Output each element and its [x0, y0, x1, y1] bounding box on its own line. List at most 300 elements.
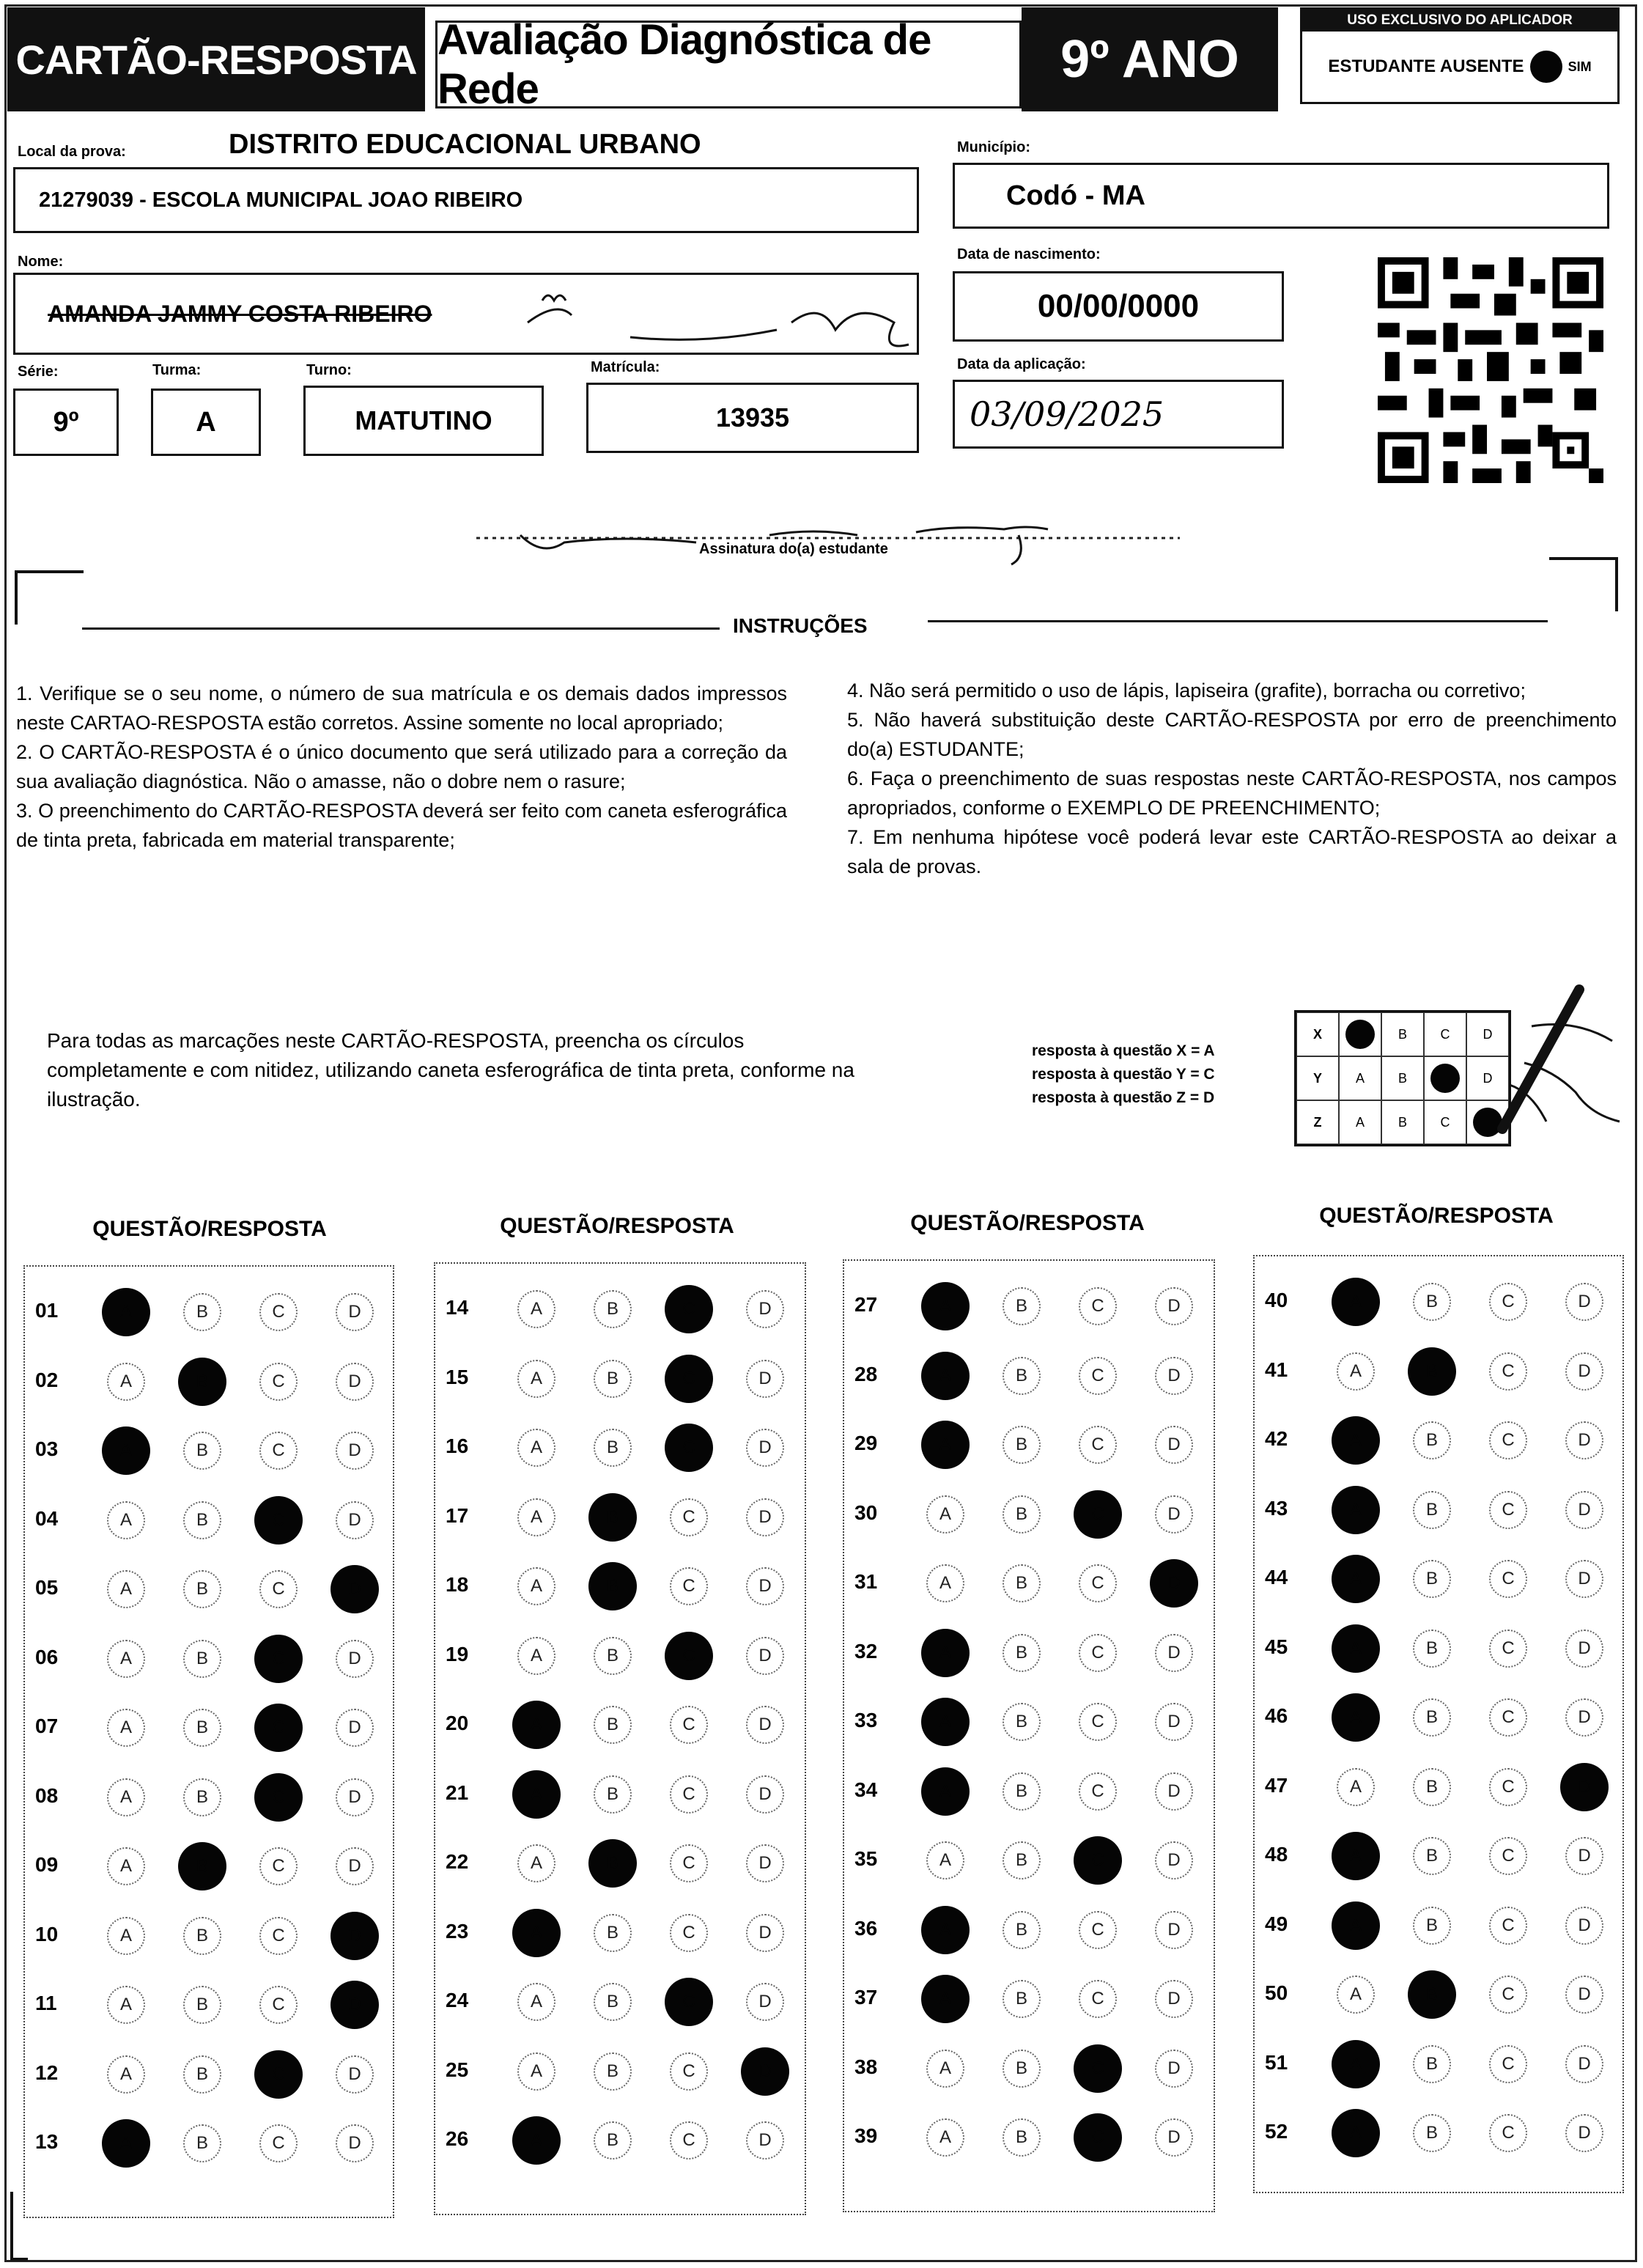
answer-bubble-c[interactable]: C — [1489, 1837, 1527, 1875]
answer-bubble-d[interactable]: D — [1565, 1283, 1603, 1321]
answer-bubble-b[interactable]: B — [1003, 1703, 1041, 1741]
answer-bubble-d[interactable]: D — [746, 1290, 784, 1328]
answer-bubble-d[interactable]: D — [746, 1706, 784, 1744]
answer-bubble-a[interactable]: A — [107, 1986, 145, 2024]
turno-field — [303, 386, 544, 456]
answer-bubble-c[interactable]: C — [254, 1704, 303, 1752]
question-number: 07 — [35, 1715, 59, 1737]
answer-bubble-d[interactable]: D — [1155, 1772, 1193, 1811]
serie-value: 9º — [53, 406, 79, 438]
answer-bubble-c[interactable]: C — [1079, 1911, 1117, 1949]
answer-bubble-a[interactable]: A — [512, 2116, 561, 2165]
answer-bubble-a[interactable]: A — [1332, 1624, 1380, 1673]
question-number: 23 — [446, 1919, 469, 1943]
answer-bubble-a[interactable]: A — [926, 2118, 964, 2157]
answer-bubble-b[interactable]: B — [183, 2055, 221, 2094]
serie-label: Série: — [18, 364, 59, 380]
answer-bubble-d[interactable]: D — [331, 1565, 379, 1613]
question-number: 03 — [35, 1437, 59, 1460]
answer-bubble-c[interactable]: C — [1489, 2114, 1527, 2152]
answer-row — [35, 1488, 387, 1557]
answer-bubble-d[interactable]: D — [746, 1360, 784, 1398]
aplicacao-field[interactable] — [953, 380, 1284, 449]
question-number: 10 — [35, 1922, 59, 1945]
question-number: 49 — [1265, 1912, 1288, 1935]
answer-bubble-a[interactable]: A — [1332, 1901, 1380, 1950]
answer-bubble-d[interactable]: D — [336, 1640, 374, 1678]
answer-bubble-b[interactable]: B — [594, 2052, 632, 2091]
answer-bubble-c[interactable]: C — [670, 2052, 708, 2091]
answer-row — [854, 1690, 1206, 1759]
nascimento-label: Data de nascimento: — [957, 246, 1101, 262]
answer-bubble-b[interactable]: B — [1003, 1287, 1041, 1325]
answer-bubble-b[interactable]: B — [183, 2124, 221, 2162]
answer-bubble-d[interactable]: D — [1155, 1703, 1193, 1741]
answer-bubble-c[interactable]: C — [1489, 1976, 1527, 2014]
answer-bubble-b[interactable]: B — [183, 1501, 221, 1539]
answer-bubble-b[interactable]: B — [1003, 1911, 1041, 1949]
answer-bubble-a[interactable]: A — [1332, 1278, 1380, 1326]
turma-label: Turma: — [152, 362, 202, 378]
answer-row — [446, 1485, 797, 1554]
answer-bubble-c[interactable]: C — [1079, 1357, 1117, 1395]
answer-bubble-a[interactable]: A — [1332, 1555, 1380, 1603]
answer-bubble-b[interactable]: B — [1003, 1980, 1041, 2018]
answer-bubble-a[interactable]: A — [1332, 2040, 1380, 2088]
answer-bubble-c[interactable]: C — [670, 1706, 708, 1744]
answer-bubble-c[interactable]: C — [1074, 1836, 1122, 1885]
question-number: 33 — [854, 1709, 878, 1731]
answer-bubble-d[interactable]: D — [1155, 1495, 1193, 1534]
answer-bubble-d[interactable]: D — [746, 1567, 784, 1605]
answer-bubble-c[interactable]: C — [670, 1844, 708, 1882]
instructions-rule-left — [82, 627, 720, 630]
answer-bubble-b[interactable]: B — [1413, 1491, 1451, 1529]
answer-bubble-d[interactable]: D — [336, 2055, 374, 2094]
answer-bubble-d[interactable]: D — [336, 1501, 374, 1539]
answer-row — [446, 1554, 797, 1623]
answer-row — [446, 1415, 797, 1484]
answer-bubble-c[interactable]: C — [665, 1978, 713, 2026]
answer-bubble-a[interactable]: A — [926, 1841, 964, 1879]
applicator-box — [1300, 7, 1620, 104]
answer-bubble-b[interactable]: B — [1413, 1907, 1451, 1945]
example-cell: C — [1424, 1012, 1466, 1056]
answer-row — [446, 1970, 797, 2039]
answer-bubble-a[interactable]: A — [921, 1352, 970, 1400]
answer-bubble-d[interactable]: D — [336, 2124, 374, 2162]
instructions-title: INSTRUÇÕES — [733, 614, 868, 637]
answer-bubble-b[interactable]: B — [594, 1637, 632, 1675]
answer-bubble-b[interactable]: B — [1413, 1630, 1451, 1668]
answer-bubble-d[interactable]: D — [746, 1498, 784, 1536]
answer-row — [446, 2039, 797, 2108]
answer-bubble-b[interactable]: B — [1003, 1841, 1041, 1879]
answer-bubble-b[interactable]: B — [1003, 2050, 1041, 2088]
answer-bubble-d[interactable]: D — [1155, 1357, 1193, 1395]
question-number: 32 — [854, 1639, 878, 1663]
answer-bubble-a[interactable]: A — [512, 1701, 561, 1749]
answer-bubble-b[interactable]: B — [1413, 1283, 1451, 1321]
serie-field — [13, 389, 119, 456]
answer-bubble-a[interactable]: A — [1332, 1693, 1380, 1742]
answer-bubble-b[interactable]: B — [594, 2121, 632, 2160]
answer-bubble-d[interactable]: D — [331, 1981, 379, 2029]
answer-bubble-b[interactable]: B — [594, 1983, 632, 2021]
answer-bubble-a[interactable]: A — [517, 1360, 555, 1398]
answer-bubble-c[interactable]: C — [1074, 2113, 1122, 2162]
answer-bubble-a[interactable]: A — [102, 1426, 150, 1475]
answer-bubble-d[interactable]: D — [1565, 1421, 1603, 1459]
answer-bubble-d[interactable]: D — [1565, 1976, 1603, 2014]
question-number: 16 — [446, 1435, 469, 1457]
answer-bubble-a[interactable]: A — [107, 1847, 145, 1885]
question-number: 41 — [1265, 1358, 1288, 1381]
answer-bubble-c[interactable]: C — [259, 1986, 298, 2024]
answer-bubble-a[interactable]: A — [1332, 1486, 1380, 1534]
answer-bubble-b[interactable]: B — [1413, 2114, 1451, 2152]
answer-bubble-d[interactable]: D — [1155, 1841, 1193, 1879]
legend-z: resposta à questão Z = D — [1032, 1089, 1215, 1106]
answer-bubble-c[interactable]: C — [670, 1914, 708, 1952]
signature-label: Assinatura do(a) estudante — [699, 541, 888, 557]
absent-bubble[interactable] — [1530, 51, 1562, 83]
answer-bubble-c[interactable]: C — [1489, 1768, 1527, 1806]
question-number: 27 — [854, 1293, 878, 1316]
answer-bubble-d[interactable]: D — [741, 2047, 789, 2096]
answer-bubble-b[interactable]: B — [594, 1706, 632, 1744]
question-number: 30 — [854, 1501, 878, 1524]
answer-bubble-b[interactable]: B — [178, 1842, 226, 1890]
answer-bubble-c[interactable]: C — [1079, 1564, 1117, 1602]
nome-value: AMANDA JAMMY COSTA RIBEIRO — [48, 300, 432, 327]
answer-row — [1265, 1478, 1617, 1547]
answer-bubble-c[interactable]: C — [254, 1496, 303, 1544]
answer-bubble-b[interactable]: B — [183, 1640, 221, 1678]
instructions-frame-right — [1549, 557, 1618, 611]
answer-bubble-a[interactable]: A — [512, 1909, 561, 1957]
answer-bubble-a[interactable]: A — [1337, 1976, 1375, 2014]
answer-bubble-c[interactable]: C — [670, 1775, 708, 1814]
answer-row — [35, 1418, 387, 1487]
answer-bubble-b[interactable]: B — [183, 1778, 221, 1816]
answer-bubble-a[interactable]: A — [517, 1637, 555, 1675]
instruction-3: 3. O preenchimento do CARTÃO-RESPOSTA deverá ser feito com caneta esferográfica de tinta preta, fabricada em material transparente; — [16, 800, 787, 851]
answer-bubble-b[interactable]: B — [594, 1775, 632, 1814]
answer-bubble-b[interactable]: B — [1413, 1768, 1451, 1806]
answer-bubble-d[interactable]: D — [1155, 1287, 1193, 1325]
answer-bubble-b[interactable]: B — [1413, 1837, 1451, 1875]
answer-bubble-c[interactable]: C — [259, 2124, 298, 2162]
answers-header-2: QUESTÃO/RESPOSTA — [500, 1214, 734, 1238]
municipio-value: Codó - MA — [1006, 180, 1145, 211]
matricula-field — [586, 383, 919, 453]
answer-bubble-c[interactable]: C — [254, 1773, 303, 1822]
answer-bubble-b[interactable]: B — [178, 1358, 226, 1406]
answer-bubble-d[interactable]: D — [1565, 2045, 1603, 2083]
answer-bubble-c[interactable]: C — [670, 1567, 708, 1605]
answer-bubble-a[interactable]: A — [107, 1917, 145, 1955]
answer-bubble-a[interactable]: A — [921, 1767, 970, 1816]
answer-row — [35, 1350, 387, 1418]
answer-bubble-c[interactable]: C — [254, 2050, 303, 2099]
example-cell: D — [1466, 1012, 1509, 1056]
example-cell: B — [1381, 1100, 1424, 1144]
answer-row — [854, 1413, 1206, 1481]
answer-bubble-d[interactable]: D — [1565, 1491, 1603, 1529]
answer-row — [446, 1693, 797, 1761]
question-number: 17 — [446, 1503, 469, 1527]
answers-panel-4 — [1253, 1255, 1624, 2193]
answer-bubble-a[interactable]: A — [1337, 1768, 1375, 1806]
answer-row — [854, 2036, 1206, 2105]
answer-bubble-d[interactable]: D — [336, 1847, 374, 1885]
instructions-left — [16, 679, 787, 855]
answer-bubble-b[interactable]: B — [594, 1290, 632, 1328]
answer-bubble-d[interactable]: D — [1155, 1634, 1193, 1672]
answer-bubble-d[interactable]: D — [1565, 1352, 1603, 1391]
answer-bubble-a[interactable]: A — [517, 1567, 555, 1605]
aplicacao-label: Data da aplicação: — [957, 356, 1086, 372]
answer-bubble-a[interactable]: A — [517, 1429, 555, 1467]
answer-bubble-a[interactable]: A — [926, 1495, 964, 1534]
answer-bubble-d[interactable]: D — [1565, 1837, 1603, 1875]
answer-bubble-b[interactable]: B — [1003, 1564, 1041, 1602]
answer-bubble-d[interactable]: D — [746, 2121, 784, 2160]
answer-bubble-b[interactable]: B — [183, 1293, 221, 1331]
answer-bubble-d[interactable]: D — [1560, 1763, 1609, 1811]
answer-bubble-c[interactable]: C — [665, 1424, 713, 1472]
nascimento-field — [953, 271, 1284, 342]
question-number: 08 — [35, 1783, 59, 1807]
answer-bubble-a[interactable]: A — [107, 1778, 145, 1816]
instructions-right — [847, 676, 1617, 881]
answer-bubble-a[interactable]: A — [921, 1421, 970, 1469]
answer-bubble-c[interactable]: C — [1489, 1352, 1527, 1391]
question-number: 42 — [1265, 1427, 1288, 1450]
answer-bubble-c[interactable]: C — [665, 1632, 713, 1680]
answer-bubble-a[interactable]: A — [921, 1975, 970, 2023]
answer-bubble-d[interactable]: D — [331, 1912, 379, 1960]
answers-header-4: QUESTÃO/RESPOSTA — [1319, 1204, 1554, 1228]
answer-bubble-c[interactable]: C — [1489, 1907, 1527, 1945]
card-title: CARTÃO-RESPOSTA — [7, 7, 425, 111]
answer-bubble-b[interactable]: B — [594, 1360, 632, 1398]
answer-bubble-a[interactable]: A — [107, 1709, 145, 1747]
answer-bubble-d[interactable]: D — [336, 1432, 374, 1470]
municipio-field — [953, 163, 1609, 229]
answer-bubble-b[interactable]: B — [183, 1986, 221, 2024]
answer-bubble-d[interactable]: D — [1155, 2118, 1193, 2157]
school-value: 21279039 - ESCOLA MUNICIPAL JOAO RIBEIRO — [39, 188, 523, 212]
answers-panel-3 — [843, 1259, 1215, 2212]
answer-bubble-b[interactable]: B — [1003, 1357, 1041, 1395]
answer-bubble-b[interactable]: B — [1003, 1495, 1041, 1534]
answer-bubble-b[interactable]: B — [594, 1914, 632, 1952]
answer-bubble-a[interactable]: A — [1332, 1832, 1380, 1880]
answer-bubble-a[interactable]: A — [921, 1629, 970, 1677]
answer-bubble-b[interactable]: B — [1413, 1560, 1451, 1598]
answer-bubble-a[interactable]: A — [926, 1564, 964, 1602]
answer-bubble-b[interactable]: B — [588, 1493, 637, 1542]
answer-bubble-a[interactable]: A — [107, 1363, 145, 1401]
answer-bubble-c[interactable]: C — [1074, 1490, 1122, 1539]
answer-bubble-c[interactable]: C — [1079, 1287, 1117, 1325]
question-number: 01 — [35, 1299, 59, 1322]
answer-bubble-c[interactable]: C — [259, 1917, 298, 1955]
answer-bubble-d[interactable]: D — [746, 1429, 784, 1467]
answer-bubble-d[interactable]: D — [336, 1293, 374, 1331]
answer-row — [854, 1898, 1206, 1967]
answer-bubble-b[interactable]: B — [1003, 1426, 1041, 1464]
answers-header-1: QUESTÃO/RESPOSTA — [92, 1217, 327, 1241]
instructions-rule-right — [928, 620, 1548, 622]
answer-bubble-a[interactable]: A — [1332, 2109, 1380, 2157]
answer-bubble-d[interactable]: D — [1565, 2114, 1603, 2152]
answer-bubble-a[interactable]: A — [107, 1640, 145, 1678]
answer-bubble-a[interactable]: A — [1337, 1352, 1375, 1391]
answer-bubble-b[interactable]: B — [1003, 1772, 1041, 1811]
answer-row — [854, 1274, 1206, 1343]
pen-hand-illustration — [1480, 982, 1627, 1151]
turma-value: A — [196, 406, 216, 438]
answer-bubble-a[interactable]: A — [926, 2050, 964, 2088]
answer-bubble-d[interactable]: D — [1150, 1559, 1198, 1608]
answer-bubble-a[interactable]: A — [921, 1698, 970, 1746]
answer-bubble-d[interactable]: D — [746, 1637, 784, 1675]
answer-row — [35, 1904, 387, 1973]
absent-label: ESTUDANTE AUSENTE — [1328, 56, 1524, 76]
answer-bubble-d[interactable]: D — [746, 1775, 784, 1814]
answer-bubble-b[interactable]: B — [1413, 1421, 1451, 1459]
answer-bubble-b[interactable]: B — [588, 1562, 637, 1610]
question-number: 13 — [35, 2130, 59, 2153]
instruction-6: 6. Faça o preenchimento de suas respostas neste CARTÃO-RESPOSTA, nos campos apropriados, conforme o EXEMPLO DE PREENCHIMENTO; — [847, 767, 1617, 819]
answer-bubble-d[interactable]: D — [1565, 1630, 1603, 1668]
example-grid — [1294, 1010, 1511, 1146]
answer-bubble-d[interactable]: D — [1155, 1980, 1193, 2018]
example-cell: C — [1424, 1100, 1466, 1144]
answer-row — [854, 2105, 1206, 2174]
answer-bubble-d[interactable]: D — [1155, 1911, 1193, 1949]
answer-bubble-a[interactable]: A — [517, 1498, 555, 1536]
answer-bubble-a[interactable]: A — [517, 1844, 555, 1882]
question-number: 14 — [446, 1296, 469, 1319]
answer-row — [446, 1831, 797, 1900]
answer-bubble-c[interactable]: C — [259, 1432, 298, 1470]
answer-bubble-b[interactable]: B — [183, 1917, 221, 1955]
answer-bubble-d[interactable]: D — [1565, 1907, 1603, 1945]
local-label: Local da prova: — [18, 144, 126, 160]
answer-bubble-b[interactable]: B — [183, 1570, 221, 1608]
answer-bubble-a[interactable]: A — [517, 1983, 555, 2021]
answer-bubble-b[interactable]: B — [588, 1839, 637, 1888]
answer-bubble-c[interactable]: C — [1489, 1630, 1527, 1668]
answer-bubble-b[interactable]: B — [1413, 2045, 1451, 2083]
answer-row — [35, 1696, 387, 1764]
answer-bubble-d[interactable]: D — [746, 1914, 784, 1952]
answer-bubble-c[interactable]: C — [1489, 2045, 1527, 2083]
answer-bubble-c[interactable]: C — [1079, 1703, 1117, 1741]
answer-bubble-a[interactable]: A — [921, 1906, 970, 1954]
question-number: 43 — [1265, 1496, 1288, 1520]
answer-bubble-c[interactable]: C — [1489, 1421, 1527, 1459]
answer-bubble-a[interactable]: A — [921, 1282, 970, 1330]
answer-bubble-a[interactable]: A — [517, 1290, 555, 1328]
answer-bubble-d[interactable]: D — [336, 1778, 374, 1816]
answer-bubble-b[interactable]: B — [1413, 1698, 1451, 1737]
answer-bubble-a[interactable]: A — [102, 1288, 150, 1336]
answer-bubble-d[interactable]: D — [336, 1709, 374, 1747]
answer-bubble-d[interactable]: D — [1565, 1560, 1603, 1598]
turno-label: Turno: — [306, 362, 352, 378]
answer-bubble-c[interactable]: C — [1079, 1772, 1117, 1811]
answer-bubble-b[interactable]: B — [594, 1429, 632, 1467]
answer-bubble-d[interactable]: D — [336, 1363, 374, 1401]
answer-bubble-c[interactable]: C — [1079, 1426, 1117, 1464]
answer-bubble-d[interactable]: D — [1155, 1426, 1193, 1464]
answer-bubble-c[interactable]: C — [259, 1570, 298, 1608]
answer-row — [1265, 2101, 1617, 2170]
answer-bubble-d[interactable]: D — [1155, 2050, 1193, 2088]
answer-bubble-c[interactable]: C — [259, 1847, 298, 1885]
answer-bubble-c[interactable]: C — [1079, 1634, 1117, 1672]
answer-bubble-c[interactable]: C — [665, 1355, 713, 1403]
answer-bubble-d[interactable]: D — [746, 1983, 784, 2021]
answer-bubble-c[interactable]: C — [1489, 1698, 1527, 1737]
answer-bubble-c[interactable]: C — [670, 1498, 708, 1536]
answer-bubble-b[interactable]: B — [183, 1709, 221, 1747]
answer-bubble-b[interactable]: B — [1408, 1347, 1456, 1396]
answer-bubble-a[interactable]: A — [107, 1501, 145, 1539]
answer-row — [1265, 1339, 1617, 1408]
answer-bubble-a[interactable]: A — [102, 2119, 150, 2168]
answer-bubble-b[interactable]: B — [1408, 1970, 1456, 2019]
answer-bubble-c[interactable]: C — [259, 1363, 298, 1401]
answer-bubble-c[interactable]: C — [1074, 2044, 1122, 2093]
question-number: 51 — [1265, 2050, 1288, 2074]
question-number: 19 — [446, 1642, 469, 1665]
answer-bubble-a[interactable]: A — [107, 1570, 145, 1608]
example-cell: A — [1339, 1100, 1381, 1144]
answer-bubble-c[interactable]: C — [259, 1293, 298, 1331]
answer-bubble-d[interactable]: D — [746, 1844, 784, 1882]
answer-bubble-a[interactable]: A — [512, 1770, 561, 1819]
answer-bubble-b[interactable]: B — [1003, 1634, 1041, 1672]
answer-bubble-c[interactable]: C — [1489, 1283, 1527, 1321]
answer-bubble-a[interactable]: A — [517, 2052, 555, 2091]
answer-bubble-c[interactable]: C — [1079, 1980, 1117, 2018]
question-number: 31 — [854, 1570, 878, 1593]
answer-row — [1265, 1408, 1617, 1477]
answers-panel-1 — [23, 1265, 394, 2218]
answer-bubble-c[interactable]: C — [254, 1635, 303, 1683]
applicator-title: USO EXCLUSIVO DO APLICADOR — [1302, 10, 1617, 32]
answer-bubble-a[interactable]: A — [1332, 1416, 1380, 1465]
nome-label: Nome: — [18, 254, 64, 270]
answer-bubble-c[interactable]: C — [665, 1285, 713, 1333]
answer-bubble-b[interactable]: B — [183, 1432, 221, 1470]
answer-bubble-b[interactable]: B — [1003, 2118, 1041, 2157]
answer-bubble-a[interactable]: A — [107, 2055, 145, 2094]
question-number: 28 — [854, 1362, 878, 1385]
answer-bubble-d[interactable]: D — [1565, 1698, 1603, 1737]
answer-bubble-c[interactable]: C — [1489, 1560, 1527, 1598]
municipio-label: Município: — [957, 139, 1030, 155]
example-question: Z — [1296, 1100, 1339, 1144]
answer-bubble-c[interactable]: C — [670, 2121, 708, 2160]
answer-bubble-c[interactable]: C — [1489, 1491, 1527, 1529]
